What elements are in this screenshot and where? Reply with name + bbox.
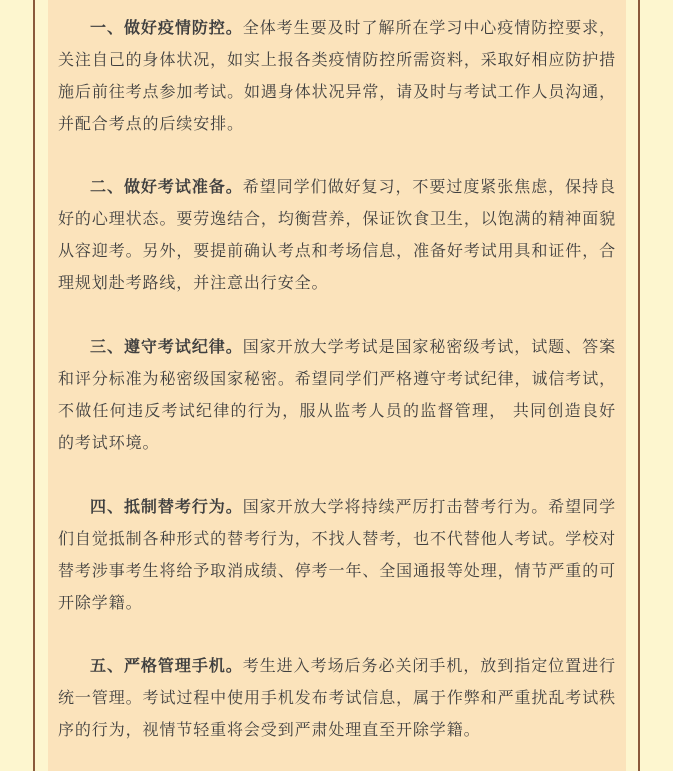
section-title: 一、做好疫情防控。 [90, 18, 243, 37]
section-text: 国家开放大学将持续严厉打击替考行为。希望同学们自觉抵制各种形式的替考行为，不找人替考，也不代替他人考试。学校对替考涉事考生将给予取消成绩、停考一年、全国通报等处理，情节严重的可开除学籍。 [58, 497, 616, 612]
section-text: 希望同学们做好复习，不要过度紧张焦虑，保持良好的心理状态。要劳逸结合，均衡营养，保证饮食卫生，以饱满的精神面貌从容迎考。另外，要提前确认考点和考场信息，准备好考试用具和证件，合理规划赴考路线，并注意出行安全。 [58, 177, 616, 292]
section-title: 四、抵制替考行为。 [90, 497, 243, 516]
right-border-line [638, 0, 640, 771]
section-epidemic-control [58, 12, 616, 140]
section-anti-substitution [58, 491, 616, 619]
section-text: 国家开放大学考试是国家秘密级考试，试题、答案和评分标准为秘密级国家秘密。希望同学们严格遵守考试纪律，诚信考试，不做任何违反考试纪律的行为，服从监考人员的监督管理， 共同创造良好的考试环境。 [58, 337, 616, 452]
left-border-line [33, 0, 35, 771]
section-title: 五、严格管理手机。 [90, 656, 243, 675]
section-exam-discipline [58, 331, 616, 459]
section-text: 考生进入考场后务必关闭手机，放到指定位置进行统一管理。考试过程中使用手机发布考试信息，属于作弊和严重扰乱考试秩序的行为，视情节轻重将会受到严肃处理直至开除学籍。 [58, 656, 616, 739]
section-exam-preparation [58, 171, 616, 299]
section-text: 全体考生要及时了解所在学习中心疫情防控要求，关注自己的身体状况，如实上报各类疫情防控所需资料，采取好相应防护措施后前往考点参加考试。如遇身体状况异常，请及时与考试工作人员沟通，并配合考点的后续安排。 [58, 18, 616, 133]
section-phone-management [58, 650, 616, 746]
section-title: 三、遵守考试纪律。 [90, 337, 243, 356]
section-title: 二、做好考试准备。 [90, 177, 243, 196]
